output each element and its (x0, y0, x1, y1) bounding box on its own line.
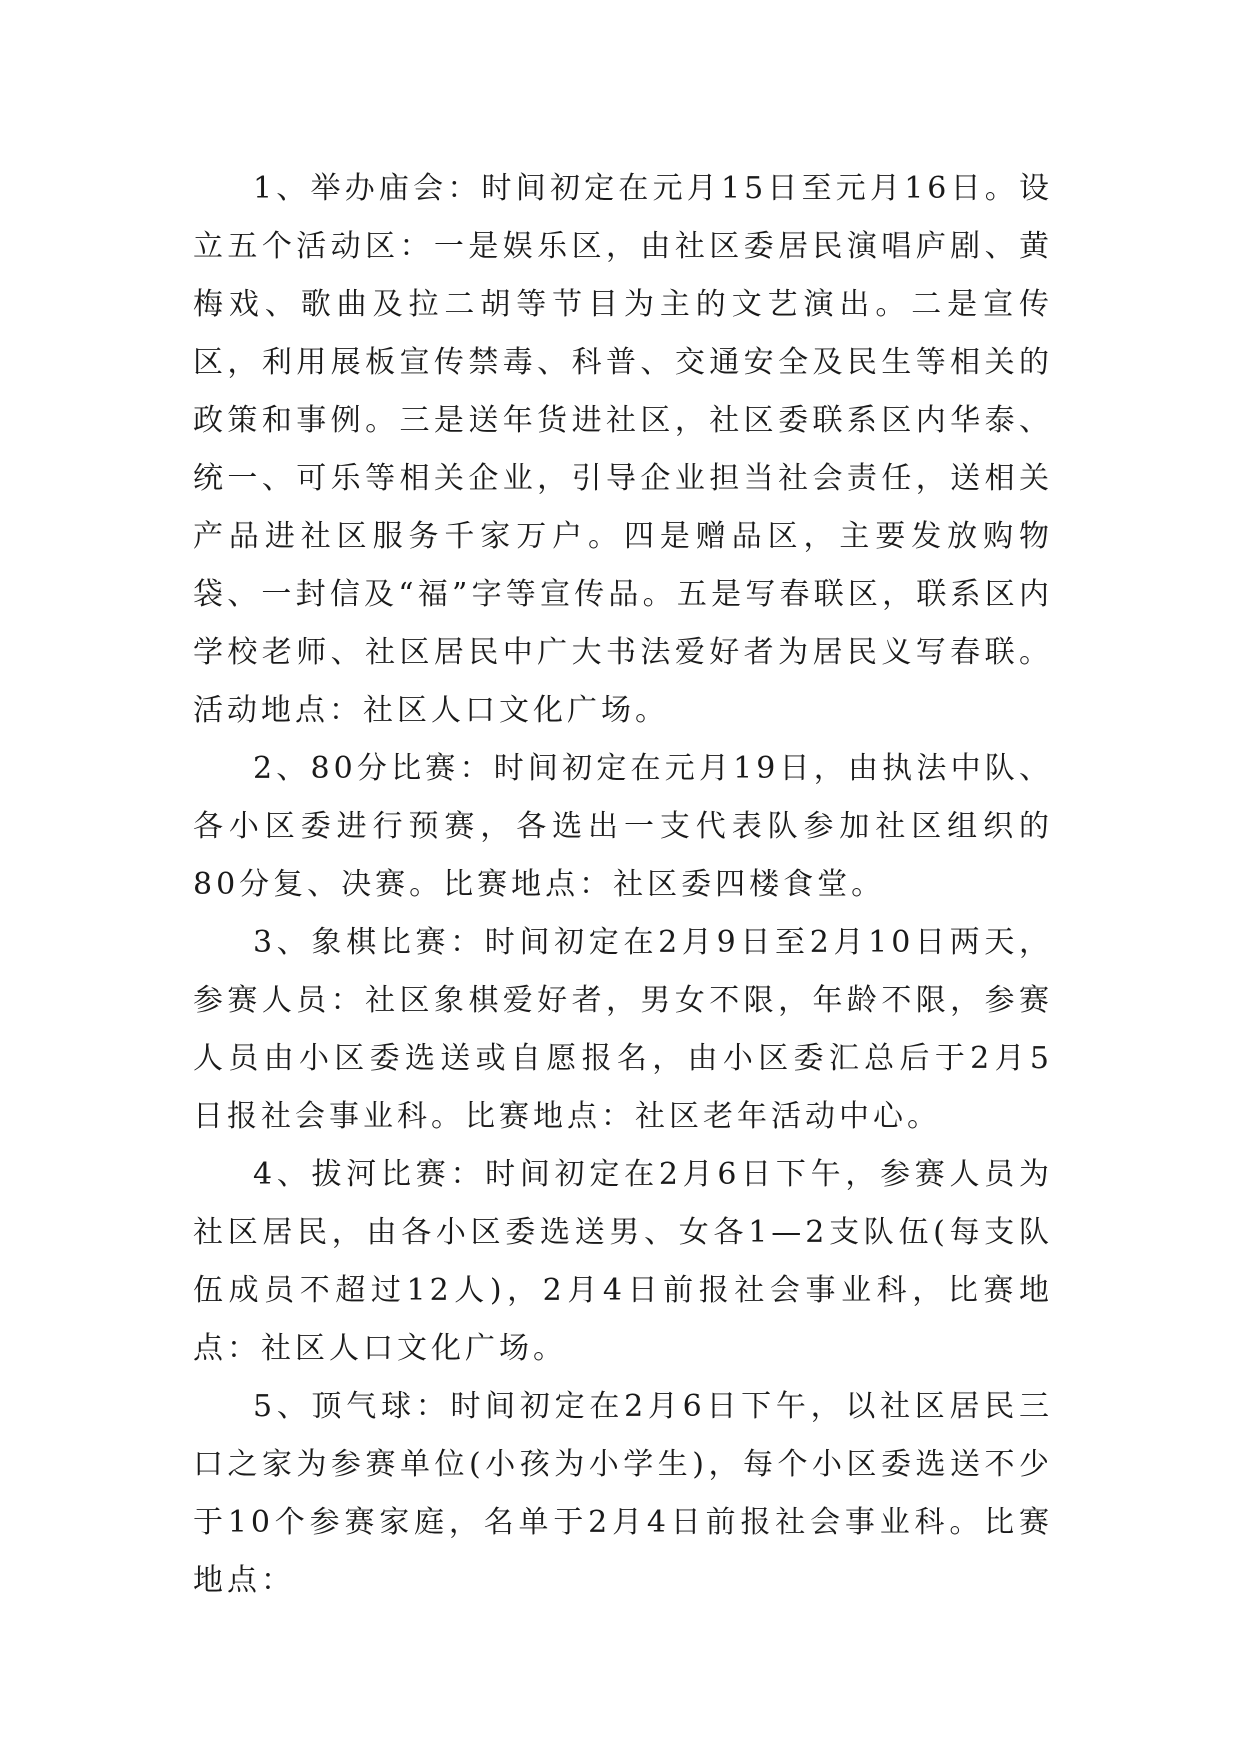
paragraph-balloon-game: 5、顶气球：时间初定在2月6日下午，以社区居民三口之家为参赛单位(小孩为小学生)，每个小区委选送不少于10个参赛家庭，名单于2月4日前报社会事业科。比赛地点： (193, 1389, 1053, 1598)
paragraph-temple-fair: 1、举办庙会：时间初定在元月15日至元月16日。设立五个活动区：一是娱乐区，由社区委居民演唱庐剧、黄梅戏、歌曲及拉二胡等节目为主的文艺演出。二是宣传区，利用展板宣传禁毒、科普、交通安全及民生等相关的政策和事例。三是送年货进社区，社区委联系区内华泰、统一、可乐等相关企业，引导企业担当社会责任，送相关产品进社区服务千家万户。四是赠品区，主要发放购物袋、一封信及“福”字等宣传品。五是写春联区，联系区内学校老师、社区居民中广大书法爱好者为居民义写春联。活动地点：社区人口文化广场。 (193, 171, 1053, 728)
paragraph-tug-of-war: 4、拔河比赛：时间初定在2月6日下午，参赛人员为社区居民，由各小区委选送男、女各1—2支队伍(每支队伍成员不超过12人)，2月4日前报社会事业科，比赛地点：社区人口文化广场。 (193, 1157, 1053, 1366)
document-body (193, 160, 1053, 1610)
paragraph-80-points-contest: 2、80分比赛：时间初定在元月19日，由执法中队、各小区委进行预赛，各选出一支代表队参加社区组织的80分复、决赛。比赛地点：社区委四楼食堂。 (193, 751, 1053, 902)
paragraph-chess-contest: 3、象棋比赛：时间初定在2月9日至2月10日两天，参赛人员：社区象棋爱好者，男女不限，年龄不限，参赛人员由小区委选送或自愿报名，由小区委汇总后于2月5日报社会事业科。比赛地点：社区老年活动中心。 (193, 925, 1053, 1134)
